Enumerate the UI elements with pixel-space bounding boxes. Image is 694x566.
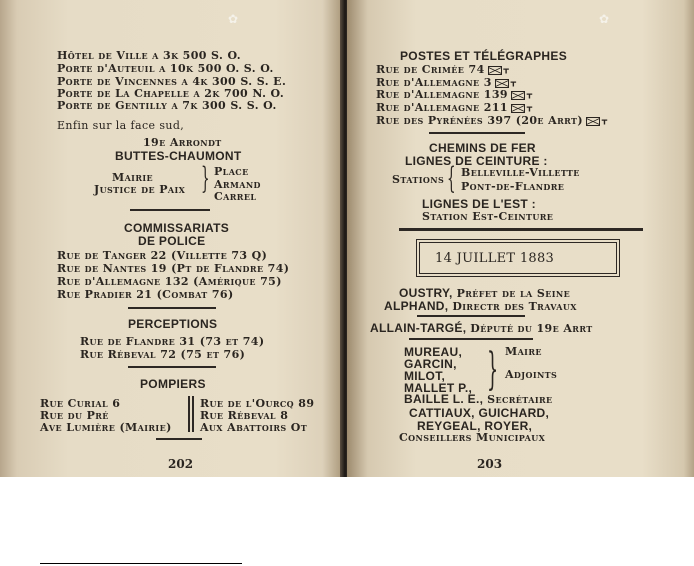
column-divider (188, 396, 190, 432)
envelope-icon (495, 79, 509, 88)
date-text: 14 JUILLET 1883 (435, 251, 555, 266)
commissariat-line: Rue de Tanger 22 (Villette 73 Q) (57, 249, 268, 262)
official-role: Adjoints (505, 368, 558, 381)
envelope-icon (511, 91, 525, 100)
official-name: MILOT, (404, 369, 446, 383)
pompiers-line: Aux Abattoirs Ot (200, 421, 308, 434)
left-top-line: Hôtel de Ville a 3k 500 S. O. (57, 49, 242, 62)
divider (130, 209, 210, 211)
column-divider (192, 396, 194, 432)
divider (128, 307, 216, 309)
poste-address: Rue des Pyrénées 397 (20e Arrt) (376, 114, 584, 127)
brace-icon: } (487, 344, 499, 395)
telegraph-icon: ᚁ (602, 115, 608, 126)
poste-line (376, 102, 532, 114)
justice-label: Justice de Paix (94, 183, 186, 196)
envelope-icon (511, 104, 525, 113)
official-name: GARCIN, (404, 357, 457, 371)
pompiers-line: Rue de l'Ourcq 89 (200, 397, 315, 410)
station-line: Pont-de-Flandre (461, 180, 565, 193)
brace-icon: } (201, 161, 210, 196)
official-role: Secrétaire (487, 393, 553, 406)
official-name: MUREAU, (404, 345, 463, 359)
left-top-line: Porte de La Chapelle a 2k 700 N. O. (57, 87, 285, 100)
chemins-title: CHEMINS DE FER (429, 141, 536, 155)
official-role: Conseillers Municipaux (399, 431, 546, 444)
lignes-est-title: LIGNES DE L'EST : (422, 197, 536, 211)
official-role: Maire (505, 345, 542, 358)
brace-icon: { (447, 161, 456, 196)
telegraph-icon: ᚁ (510, 77, 517, 88)
left-page (0, 0, 343, 477)
mairie-label: Mairie (112, 171, 154, 184)
telegraph-icon: ᚁ (526, 89, 533, 100)
divider (409, 338, 533, 340)
poste-address: Rue d'Allemagne 3 (376, 76, 492, 89)
postes-title: POSTES ET TÉLÉGRAPHES (400, 49, 567, 63)
divider (128, 366, 216, 368)
mairie-location-line: Armand (214, 178, 261, 191)
telegraph-icon: ᚁ (503, 64, 509, 75)
poste-address: Rue d'Allemagne 211 (376, 101, 508, 114)
official-name: CATTIAUX, GUICHARD, (409, 406, 550, 420)
commissariat-line: Rue d'Allemagne 132 (Amérique 75) (57, 275, 282, 288)
official-name: REYGEAL, ROYER, (417, 419, 533, 433)
station-line: Belleville-Villette (461, 166, 580, 179)
divider (429, 132, 525, 134)
chemins-title: LIGNES DE CEINTURE : (405, 154, 548, 168)
poste-address: Rue d'Allemagne 139 (376, 88, 508, 101)
poste-line (376, 115, 607, 127)
intro-text: Enfin sur la face sud, (57, 119, 185, 132)
footnote-rule (40, 563, 242, 564)
official-name: MALLET P., (404, 381, 473, 395)
official-role: Député du 19e Arrt (470, 322, 593, 335)
perception-line: Rue de Flandre 31 (73 et 74) (80, 335, 265, 348)
official-role: Préfet de la Seine (456, 287, 571, 300)
right-page (347, 0, 694, 477)
commissariat-line: Rue Pradier 21 (Combat 76) (57, 288, 234, 301)
divider (156, 438, 202, 440)
divider (417, 315, 525, 317)
commissariats-title: COMMISSARIATS (124, 221, 230, 235)
flower-ornament-icon: ✿ (599, 12, 610, 26)
pompiers-line: Ave Lumière (Mairie) (40, 421, 172, 434)
envelope-icon (586, 117, 600, 126)
commissariats-title: DE POLICE (138, 234, 206, 248)
official-role: Directr des Travaux (452, 300, 577, 313)
official-name: OUSTRY, (399, 286, 453, 300)
station-est: Station Est-Ceinture (422, 210, 554, 223)
page-number: 203 (477, 457, 503, 471)
envelope-icon (488, 66, 502, 75)
page-number: 202 (168, 457, 194, 471)
arrondissement-label: 19e Arrondt (143, 136, 222, 149)
stations-label: Stations (392, 173, 445, 186)
left-top-line: Porte d'Auteuil a 10k 500 O. S. O. (57, 62, 274, 75)
poste-address: Rue de Crimée 74 (376, 63, 485, 76)
commissariat-line: Rue de Nantes 19 (Pt de Flandre 74) (57, 262, 290, 275)
official-name: ALPHAND, (384, 299, 449, 313)
left-top-line: Porte de Vincennes a 4k 300 S. S. E. (57, 75, 287, 88)
telegraph-icon: ᚁ (526, 102, 533, 113)
district-title: BUTTES-CHAUMONT (115, 149, 242, 163)
mairie-location-line: Place (214, 165, 249, 178)
perception-line: Rue Rébeval 72 (75 et 76) (80, 348, 246, 361)
left-top-line: Porte de Gentilly a 7k 300 S. S. O. (57, 99, 277, 112)
official-name: ALLAIN-TARGÉ, (370, 321, 467, 335)
pompiers-line: Rue Rébeval 8 (200, 409, 289, 422)
pompiers-line: Rue du Pré (40, 409, 109, 422)
mairie-location-line: Carrel (214, 190, 257, 203)
official-name: BAILLE L. E., (404, 392, 484, 406)
pompiers-line: Rue Curial 6 (40, 397, 121, 410)
poste-line (376, 89, 532, 101)
perceptions-title: PERCEPTIONS (128, 317, 218, 331)
poste-line (376, 64, 509, 76)
divider (399, 228, 643, 231)
flower-ornament-icon: ✿ (228, 12, 239, 26)
pompiers-title: POMPIERS (140, 377, 206, 391)
